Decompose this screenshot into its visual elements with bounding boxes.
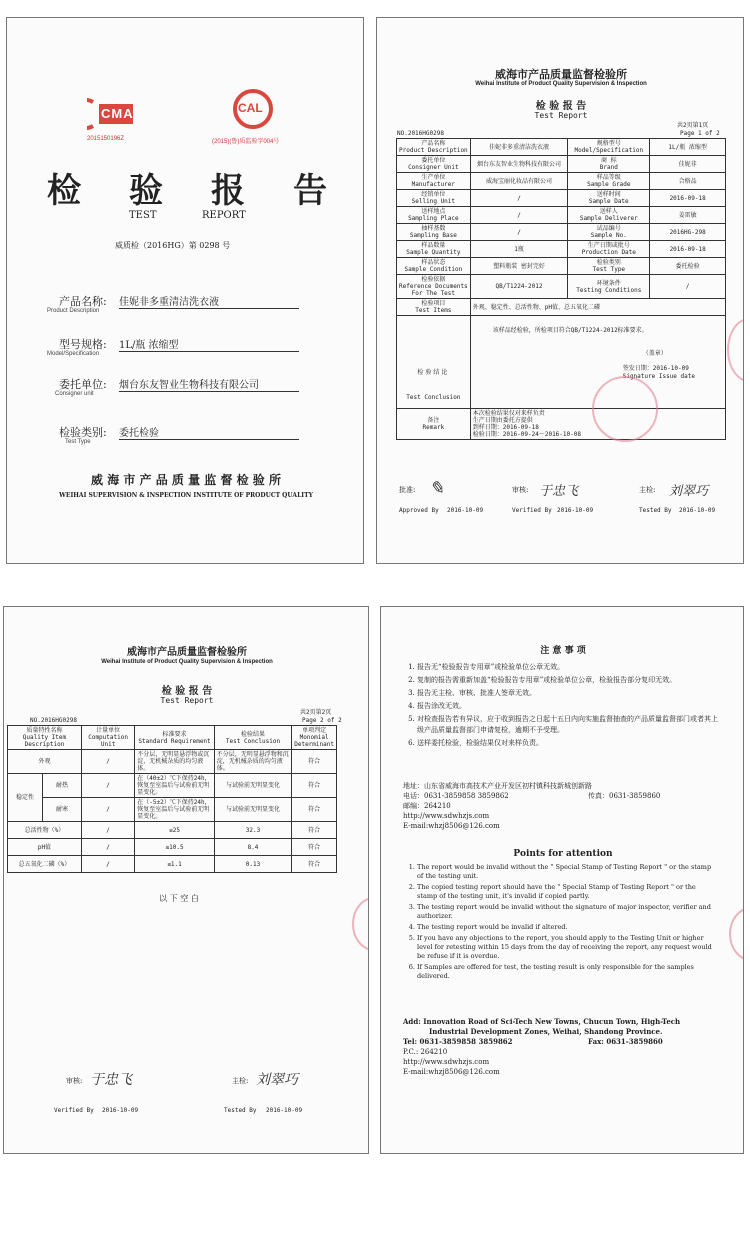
result-cell: 与试验前无明显变化 (214, 774, 291, 798)
item-cell: 总活性物（%） (8, 822, 82, 839)
postcode-en: P.C.: 264210 (403, 1048, 448, 1056)
table-row (8, 750, 337, 774)
tested-by-label: 主检: (232, 1077, 249, 1085)
tested-date: 2016-10-09 (266, 1107, 303, 1114)
label-cn: 委托单位 (421, 157, 446, 164)
determinant-cell: 符合 (292, 750, 337, 774)
header-cn: 计量单位 (96, 727, 121, 734)
value-cell: QB/T1224-2012 (470, 275, 568, 299)
label-cn: 经销单位 (421, 191, 446, 198)
label-cell (568, 139, 650, 156)
table-row (397, 275, 726, 299)
conclusion-text: 该样品经检验，所检项目符合QB/T1224-2012标准要求。 (492, 327, 648, 334)
notes-title-cn: 注 意 事 项 (540, 646, 586, 656)
value-cell: 姜雷敏 (650, 207, 726, 224)
label-cell (568, 241, 650, 258)
label-en: Product Description (399, 147, 468, 154)
institute-name-en: WEIHAI SUPERVISION & INSPECTION INSTITUTE OF PRODUCT QUALITY (59, 492, 313, 499)
requirement-cell: ≤1.1 (135, 856, 215, 873)
label-en: Sampling Base (409, 232, 457, 239)
notes-page (380, 606, 744, 1154)
label-cn: 生产单位 (421, 174, 446, 181)
label-cell (397, 224, 471, 241)
email-cn: E-mail:whzj8506@126.com (403, 822, 500, 830)
list-item: 2. 复制的报告需重新加盖“检验报告专用章”或检验单位公章，检验报告部分复印无效。 (417, 675, 719, 686)
report-title (47, 163, 327, 212)
fax-en: Fax: 0631-3859860 (588, 1037, 663, 1046)
label-en: Sample Condition (404, 266, 463, 273)
verified-by-label: 审核: (512, 486, 529, 494)
label-en: Sample Deliverer (579, 215, 638, 222)
value-cell: 烟台东友智业生物科技有限公司 (470, 156, 568, 173)
blank-below-text: 以 下 空 白 (159, 894, 199, 903)
remark-line: 生产日期由委托方提供 (472, 417, 533, 424)
institute-name-cn: 威海市产品质量监督检验所 (495, 68, 627, 81)
field-test-type-value: 委托检验 (119, 424, 299, 440)
label-cell (397, 156, 471, 173)
table-row (8, 774, 337, 798)
table-row (397, 258, 726, 275)
label-cn: 环境条件 (596, 279, 621, 287)
label-en: Testing Conditions (576, 286, 642, 294)
tested-by-en: Tested By (639, 507, 672, 514)
website-cn: http://www.sdwhzjs.com (403, 812, 490, 820)
email-en: E-mail:whzj8506@126.com (403, 1068, 500, 1076)
label-cn: 样品状态 (421, 259, 446, 266)
label-cell (568, 156, 650, 173)
edge-seal (729, 907, 744, 961)
determinant-cell: 符合 (292, 822, 337, 839)
value-cell: 2016-09-18 (650, 241, 726, 258)
label-en: Brand (599, 164, 618, 171)
field-test-type-sublabel: Test Type (65, 439, 91, 445)
value-cell: / (470, 190, 568, 207)
institute-name-cn: 威 海 市 产 品 质 量 监 督 检 验 所 (91, 473, 281, 487)
stamp-text: （盖章） (642, 350, 667, 357)
subitem-cell: 耐热 (43, 774, 82, 798)
value-cell: 佳妮非多重清洁洗衣液 (470, 139, 568, 156)
header-cn: 单项判定 (302, 727, 327, 734)
verified-date: 2016-10-09 (102, 1107, 139, 1114)
item-cell: 总五氧化二磷（%） (8, 856, 82, 873)
verified-by-en: Verified By (512, 507, 552, 514)
sample-info-table (396, 138, 726, 440)
remark-label-en: Remark (422, 424, 445, 431)
report-page-2 (3, 606, 369, 1154)
label-cell (397, 275, 471, 299)
cma-logo (87, 98, 137, 130)
cal-logo (232, 88, 274, 130)
label-cn: 商 标 (600, 157, 617, 164)
value-cell: / (470, 224, 568, 241)
approver-signature: ✎ (429, 478, 445, 499)
remark-line: 到样日期：2016-09-18 (472, 424, 539, 431)
label-cn: 抽样基数 (421, 225, 446, 232)
label-cn: 规格型号 (596, 140, 621, 147)
value-cell: 佳妮非 (650, 156, 726, 173)
label-cn: 送样时间 (596, 191, 621, 198)
report-title-cn: 检 验 报 告 (535, 101, 587, 112)
unit-cell: / (81, 856, 134, 873)
address-en-line-2: Industrial Development Zones, Weihai, Shandong Province. (429, 1027, 663, 1036)
list-item: 2. The copied testing report should have the " Special Stamp of Testing Report " or the stamp of the testing unit, it's invalid if copied partly. (417, 883, 717, 901)
header-en: Computation Unit (88, 734, 128, 748)
header-en: Quality Item Description (22, 734, 67, 748)
value-cell: / (470, 207, 568, 224)
label-cn: 样品等级 (596, 174, 621, 181)
determinant-cell: 符合 (292, 856, 337, 873)
value-cell: 1瓶 (470, 241, 568, 258)
value-cell: 塑料瓶装 密封完好 (470, 258, 568, 275)
table-row (397, 173, 726, 190)
table-row (8, 822, 337, 839)
cover-page (6, 17, 364, 564)
report-number: NO.2016HG0298 (397, 130, 444, 137)
field-product-value: 佳妮非多重清洁洗衣液 (119, 293, 299, 309)
list-item: 5. 对检查报告若有异议，应于收到报告之日起十五日内向实施监督抽查的产品质量监督部门或者其上级产品质量监督部门申请复检，逾期不予受理。 (417, 714, 719, 736)
verified-by-en: Verified By (54, 1107, 94, 1114)
verified-by-label: 审核: (66, 1077, 83, 1085)
unit-cell: / (81, 774, 134, 798)
address-cn: 地址：山东省威海市高技术产业开发区初村镇科技新城创新路 (403, 782, 592, 790)
field-product-label: 产品名称: (59, 295, 107, 308)
contact-block-cn (403, 781, 723, 831)
verifier-signature: 于忠飞 (539, 484, 579, 499)
field-model-label: 型号规格: (59, 338, 107, 351)
label-cell (568, 190, 650, 207)
table-row (8, 856, 337, 873)
remark-line: 检验日期：2016-09-24～2016-10-08 (472, 431, 581, 438)
label-cn: 样品数量 (421, 242, 446, 249)
list-item: 6. 送样委托检验，检验结果仅对来样负责。 (417, 738, 719, 749)
website-en: http://www.sdwhzjs.com (403, 1058, 490, 1066)
tester-signature: 刘翠巧 (256, 1072, 298, 1088)
page-info-cn: 共2页第1页 (677, 122, 709, 129)
label-cell (568, 224, 650, 241)
unit-cell: / (81, 750, 134, 774)
conclusion-label-en: Test Conclusion (406, 394, 461, 401)
header-en: Monomial Determinant (294, 734, 334, 748)
value-cell: 2016HG-298 (650, 224, 726, 241)
title-char-1: 检 (47, 171, 81, 211)
report-title-en: Test Report (534, 111, 588, 120)
requirement-cell: 不分层，无明显悬浮物或沉淀，无机械杂质的均匀液体。 (135, 750, 215, 774)
determinant-cell: 符合 (292, 839, 337, 856)
list-item: 3. The testing report would be invalid without the signature of major inspector, verifier and authorizer. (417, 903, 717, 921)
test-items-label-en: Test Items (415, 307, 452, 314)
requirement-cell: ≥25 (135, 822, 215, 839)
title-en-report: REPORT (202, 210, 246, 221)
notes-list-en (403, 863, 717, 983)
verified-date: 2016-10-09 (557, 507, 594, 514)
value-cell: 合格品 (650, 173, 726, 190)
label-cn: 生产日期或批号 (587, 242, 630, 249)
label-cn: 送样人 (599, 208, 618, 215)
label-cn: 检验类别 (596, 259, 621, 266)
item-cell: pH值 (8, 839, 82, 856)
list-item: 5. If you have any objections to the report, you should apply to the Testing Unit or higher level for retesting within 15 days from the day of receiving the report, any request would be refuse if it is overdue. (417, 934, 717, 961)
results-table (7, 725, 337, 873)
fax-cn: 传真：0631-3859860 (588, 792, 661, 800)
institute-name-en: Weihai Institute of Product Quality Supervision & Inspection (101, 659, 273, 665)
label-en: Sample Grade (587, 181, 631, 188)
page-info-en: Page 2 of 2 (302, 717, 342, 724)
cma-logo-text: CMA (101, 106, 134, 121)
label-cell (568, 258, 650, 275)
field-model-value: 1L/瓶 浓缩型 (119, 336, 299, 352)
list-item: 4. The testing report would be invalid if altered. (417, 923, 717, 932)
tested-by-en: Tested By (224, 1107, 257, 1114)
conclusion-label-cn: 检验结论 (417, 369, 450, 376)
label-cell (397, 258, 471, 275)
report-number: 威质检（2016HG）第 0298 号 (115, 241, 231, 250)
determinant-cell: 符合 (292, 798, 337, 822)
approved-date: 2016-10-09 (447, 507, 484, 514)
issue-date-cn: 签发日期：2016-10-09 (622, 365, 689, 372)
conclusion-row (397, 316, 726, 409)
address-en-line-1: Add: Innovation Road of Sci-Tech New Towns, Chucun Town, High-Tech (403, 1017, 681, 1026)
result-cell: 8.4 (214, 839, 291, 856)
remark-line: 本次检验结果仅对来样负责 (472, 410, 545, 417)
cal-number: (2015)(鲁)质监验字004号 (212, 139, 280, 145)
verifier-signature: 于忠飞 (90, 1072, 132, 1088)
value-cell: 2016-09-18 (650, 190, 726, 207)
label-cell (397, 207, 471, 224)
result-cell: 不分层，无明显悬浮物和沉淀，无机械杂质的均匀液体。 (214, 750, 291, 774)
label-en: Manufacturer (411, 181, 456, 188)
tel-en: Tel: 0631-3859858 3859862 (403, 1037, 513, 1046)
label-cell (397, 173, 471, 190)
value-cell: / (650, 275, 726, 299)
label-en: Consigner Unit (408, 164, 459, 171)
label-cell (568, 207, 650, 224)
test-items-value: 外观、稳定性、总活性物、pH值、总五氧化二磷 (470, 299, 725, 316)
header-en: Standard Requirement (138, 737, 211, 745)
unit-cell: / (81, 839, 134, 856)
table-row (8, 839, 337, 856)
label-en: Sample No. (590, 232, 627, 239)
unit-cell: / (81, 798, 134, 822)
field-consigner-label: 委托单位: (59, 378, 107, 391)
test-items-label-cn: 检验项目 (421, 300, 446, 307)
approved-by-label: 批准: (399, 486, 416, 494)
value-cell: 委托检验 (650, 258, 726, 275)
field-consigner-sublabel: Consigner unit (55, 391, 94, 397)
list-item: 4. 报告涂改无效。 (417, 701, 719, 712)
page-info-en: Page 1 of 2 (680, 130, 720, 137)
table-row (397, 241, 726, 258)
title-char-3: 报 (211, 171, 245, 211)
cal-logo-text: CAL (238, 101, 263, 115)
table-row (8, 798, 337, 822)
edge-seal (352, 897, 369, 951)
result-cell: 与试验前无明显变化 (214, 798, 291, 822)
remark-label-cn: 备注 (427, 417, 440, 424)
notes-title-en: Points for attention (513, 849, 613, 859)
result-cell: 0.13 (214, 856, 291, 873)
label-cn: 产品名称 (421, 140, 446, 147)
table-row (397, 224, 726, 241)
table-row (397, 156, 726, 173)
report-title-cn: 检 验 报 告 (161, 686, 213, 697)
title-char-4: 告 (293, 171, 327, 211)
label-cell (568, 173, 650, 190)
field-consigner-value: 烟台东友智业生物科技有限公司 (119, 376, 299, 392)
report-title-en: Test Report (160, 696, 214, 705)
test-items-row (397, 299, 726, 316)
contact-block-en (403, 1017, 723, 1077)
tested-by-label: 主检: (639, 486, 656, 494)
tel-cn: 电话：0631-3859858 3859862 (403, 792, 509, 800)
subitem-cell: 耐寒 (43, 798, 82, 822)
field-test-type-label: 检验类别: (59, 426, 107, 439)
label-cn: 试品编号 (596, 225, 621, 232)
requirement-cell: 在（40±2）℃下保持24h，恢复至室温后与试验前无明显变化。 (135, 774, 215, 798)
tested-date: 2016-10-09 (679, 507, 716, 514)
label-en: Sample Date (588, 198, 629, 205)
remark-row (397, 409, 726, 440)
label-cell (397, 139, 471, 156)
institute-name-en: Weihai Institute of Product Quality Supervision & Inspection (475, 81, 647, 87)
field-product-sublabel: Product Description (47, 308, 100, 314)
label-en: Test Type (592, 266, 626, 273)
approved-by-en: Approved By (399, 507, 439, 514)
header-cn: 检验结果 (241, 730, 266, 738)
title-char-2: 验 (129, 171, 163, 211)
label-en: Production Date (581, 249, 636, 256)
unit-cell: / (81, 822, 134, 839)
value-cell: 威海宝丽化妆品有限公司 (470, 173, 568, 190)
field-model-sublabel: Model/Specification (47, 351, 100, 357)
tester-signature: 刘翠巧 (669, 484, 709, 499)
result-cell: 32.3 (214, 822, 291, 839)
item-cell: 稳定性 (8, 774, 43, 822)
title-en-test: TEST (129, 210, 157, 221)
list-item: 3. 报告无主检、审核、批准人签章无效。 (417, 688, 719, 699)
label-cn: 送样地点 (421, 208, 446, 215)
label-en: Reference Documents For The Test (399, 283, 468, 297)
determinant-cell: 符合 (292, 774, 337, 798)
label-cell (568, 275, 650, 299)
edge-seal (727, 318, 744, 382)
list-item: 1. The report would be invalid without the " Special Stamp of Testing Report " or the stamp of the testing unit. (417, 863, 717, 881)
results-header-row (8, 726, 337, 750)
header-cn: 质量特性名称 (26, 727, 63, 734)
label-cell (397, 190, 471, 207)
issue-date-en: Signature Issue date (622, 373, 695, 380)
report-number: NO.2016HG0298 (30, 717, 77, 724)
notes-list-cn (403, 662, 719, 751)
header-en: Test Conclusion (225, 737, 281, 745)
list-item: 1. 报告无“检验报告专用章”或检验单位公章无效。 (417, 662, 719, 673)
label-cn: 检验依据 (421, 276, 446, 283)
label-cell (397, 241, 471, 258)
label-en: Model/Specification (574, 147, 644, 154)
table-row (397, 207, 726, 224)
cma-number: 2015150196Z (87, 136, 125, 142)
official-seal (592, 376, 658, 442)
postcode-cn: 邮编：264210 (403, 802, 451, 810)
label-en: Sampling Place (408, 215, 459, 222)
label-en: Sample Quantity (406, 249, 461, 256)
report-page-1 (376, 17, 744, 564)
requirement-cell: ≤10.5 (135, 839, 215, 856)
label-en: Selling Unit (411, 198, 456, 205)
item-cell: 外观 (8, 750, 82, 774)
institute-name-cn: 威海市产品质量监督检验所 (127, 647, 247, 658)
header-cn: 标准要求 (162, 730, 187, 738)
value-cell: 1L/瓶 浓缩型 (650, 139, 726, 156)
page-info-cn: 共2页第2页 (300, 709, 332, 716)
table-row (397, 190, 726, 207)
requirement-cell: 在（-5±2）℃下保持24h，恢复至室温后与试验前无明显变化。 (135, 798, 215, 822)
list-item: 6. If Samples are offered for test, the testing result is only responsible for the samples delivered. (417, 963, 717, 981)
table-row (397, 139, 726, 156)
